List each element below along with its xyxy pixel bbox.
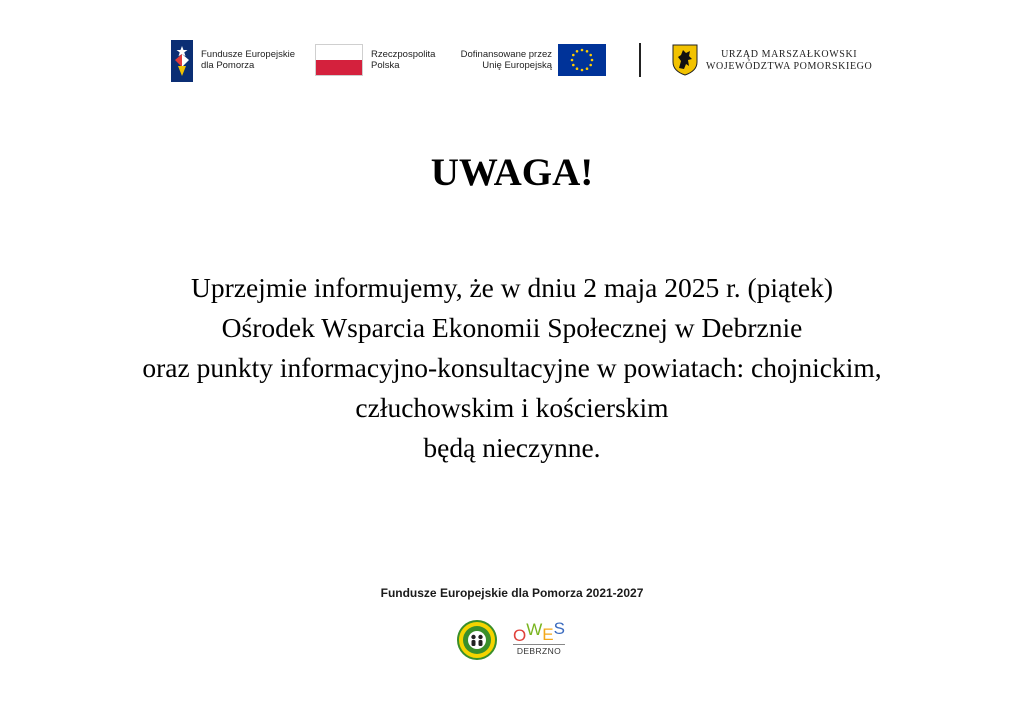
eu-logo-line2: Unię Europejską xyxy=(482,60,552,71)
marshal-office-line1: URZĄD MARSZAŁKOWSKI xyxy=(721,49,858,60)
eu-logo-text xyxy=(458,49,552,71)
poland-flag-icon xyxy=(315,44,363,76)
fe-stars-mark-icon xyxy=(171,40,193,82)
notice-body xyxy=(0,268,1024,468)
round-green-logo-icon xyxy=(457,620,497,660)
owes-subtitle: DEBRZNO xyxy=(513,644,565,658)
notice-line-3: oraz punkty informacyjno-konsultacyjne w powiatach: chojnickim, xyxy=(142,352,882,383)
notice-title: UWAGA! xyxy=(430,151,594,194)
funds-logo-line2: dla Pomorza xyxy=(201,60,255,71)
marshal-office-line2: WOJEWÓDZTWA POMORSKIEGO xyxy=(706,61,873,72)
eu-logo-line1: Dofinansowane przez xyxy=(460,49,552,60)
eu-flag-icon xyxy=(558,44,606,76)
marshal-office-text xyxy=(706,49,872,73)
republic-logo-line2: Polska xyxy=(371,60,400,71)
republic-logo-line1: Rzeczpospolita xyxy=(371,49,436,60)
funds-logo xyxy=(168,36,303,86)
funds-logo-line1: Fundusze Europejskie xyxy=(201,49,295,60)
logo-divider xyxy=(639,43,641,77)
owes-letter-e: E xyxy=(542,625,554,644)
notice-line-1: Uprzejmie informujemy, że w dniu 2 maja 2025 r. (piątek) xyxy=(191,272,833,303)
owes-letter-s: S xyxy=(553,619,565,638)
owes-letter-w: W xyxy=(526,620,543,639)
owes-debrzno-logo xyxy=(513,620,565,658)
republic-logo-text xyxy=(371,49,435,71)
logo-strip xyxy=(168,36,873,86)
notice-line-5: będą nieczynne. xyxy=(423,432,601,463)
owes-letter-o: O xyxy=(513,626,527,645)
griffin-crest-icon xyxy=(672,44,698,76)
program-caption: Fundusze Europejskie dla Pomorza 2021-2027 xyxy=(380,586,644,600)
notice-line-2: Ośrodek Wsparcia Ekonomii Społecznej w Debrznie xyxy=(221,312,803,343)
notice-line-4: człuchowskim i kościerskim xyxy=(355,392,669,423)
owes-letters xyxy=(513,621,565,645)
